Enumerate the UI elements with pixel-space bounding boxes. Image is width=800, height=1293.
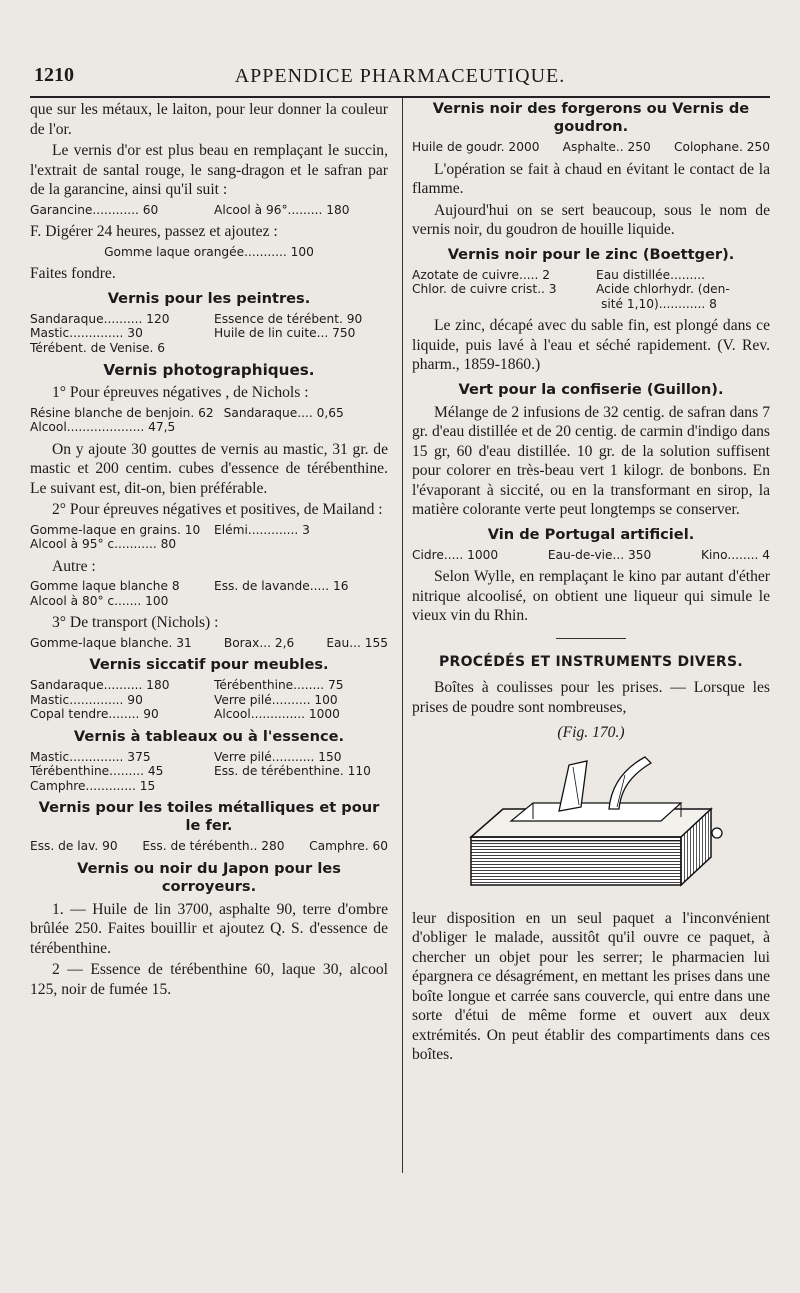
- ingredient: Alcool.................... 47,5: [30, 420, 176, 434]
- ingredient: Térébenthine........ 75: [214, 678, 344, 692]
- paragraph: Faites fondre.: [30, 265, 116, 282]
- ingredient: Kino........ 4: [701, 547, 770, 562]
- page-number: 1210: [34, 64, 74, 86]
- section-heading: Vernis noir des forgerons ou Vernis de goudron.: [432, 100, 750, 135]
- recipe: [30, 636, 388, 651]
- paragraph: F. Digérer 24 heures, passez et ajoutez :: [30, 223, 278, 240]
- ingredient: Alcool à 95° c........... 80: [30, 537, 177, 551]
- ingredient: Résine blanche de benjoin. 62: [30, 405, 214, 420]
- section-heading: Vernis à tableaux ou à l'essence.: [73, 727, 345, 745]
- ingredient: Sandaraque.......... 120: [30, 311, 170, 326]
- figure-label: (Fig. 170.): [557, 724, 625, 741]
- recipe: [30, 312, 388, 356]
- ingredient: Ess. de lav. 90: [30, 839, 118, 853]
- recipe: [30, 750, 388, 794]
- ingredient: Alcool à 96°......... 180: [214, 202, 350, 217]
- section-heading: Vert pour la confiserie (Guillon).: [458, 380, 724, 398]
- section-heading: Vin de Portugal artificiel.: [487, 525, 695, 543]
- ingredient: sité 1,10)............ 8: [601, 296, 717, 311]
- ingredient: Acide chlorhydr. (den-: [596, 282, 730, 296]
- ingredient: Alcool à 80° c....... 100: [30, 593, 169, 608]
- ingredient: Huile de lin cuite... 750: [214, 326, 356, 340]
- ingredient: Chlor. de cuivre crist.. 3: [412, 282, 557, 296]
- running-head: APPENDICE PHARMACEUTIQUE.: [234, 65, 566, 87]
- section-heading: Vernis siccatif pour meubles.: [89, 656, 329, 673]
- paragraph: Selon Wylle, en remplaçant le kino par autant d'éther nitrique alcoolisé, on obtient une liqueur qui simule le vieux vin du Rhin.: [412, 568, 770, 624]
- paragraph: Boîtes à coulisses pour les prises. — Lorsque les prises de poudre sont nombreuses,: [412, 679, 770, 716]
- ingredient: Colophane. 250: [674, 140, 770, 154]
- ingredient: Huile de goudr. 2000: [412, 140, 540, 154]
- recipe: [30, 245, 388, 260]
- column-divider: [402, 98, 403, 1173]
- paragraph: 1° Pour épreuves négatives , de Nichols :: [52, 384, 309, 401]
- recipe: [30, 579, 388, 608]
- paragraph: Mélange de 2 infusions de 32 centig. de safran dans 7 gr. d'eau distillée et de 20 centig. de carmin d'indigo dans 15 gr, 60 d'eau distillée. 10 gr. de la solution suffisent pour colorer en très-beau vert 1 kilogr. de bonbons. En l'évaporant à siccité, ou en la transformant en sirop, la matière colorante verte peut longtemps se conserver.: [412, 403, 770, 518]
- paragraph: On y ajoute 30 gouttes de vernis au mastic, 31 gr. de mastic et 200 centim. cubes d'essence de térébenthine. Le suivant est, dit-on, bien préférable.: [30, 440, 388, 497]
- paragraph: Autre :: [52, 557, 96, 575]
- ingredient: Sandaraque.......... 180: [30, 678, 170, 692]
- right-column: [412, 100, 770, 1067]
- ingredient: Térébenthine......... 45: [30, 764, 164, 778]
- paragraph: L'opération se fait à chaud en évitant le contact de la flamme.: [412, 160, 770, 197]
- recipe: [30, 839, 388, 854]
- paragraph: 2° Pour épreuves négatives et positives, de Mailand :: [52, 501, 383, 518]
- section-heading: Vernis ou noir du Japon pour les corroyeurs.: [77, 859, 341, 895]
- paragraph: 3° De transport (Nichols) :: [52, 614, 219, 631]
- ingredient: Cidre..... 1000: [412, 547, 499, 562]
- ingredient: Gomme-laque blanche. 31: [30, 635, 192, 650]
- paragraph: Le zinc, décapé avec du sable fin, est plongé dans ce liquide, puis lavé à l'eau et séché rapidement. (V. Rev. pharm., 1859-1860.): [412, 317, 770, 373]
- ingredient: Verre pilé........... 150: [214, 749, 342, 764]
- paragraph: Aujourd'hui on se sert beaucoup, sous le nom de vernis noir, du goudron de houille liquide.: [412, 201, 770, 238]
- section-heading: Vernis pour les toiles métalliques et pour le fer.: [38, 799, 380, 834]
- recipe: [412, 548, 770, 563]
- recipe: [412, 268, 770, 312]
- ingredient: Eau distillée.........: [596, 267, 706, 282]
- recipe: [412, 140, 770, 155]
- ingredient: Gomme-laque en grains. 10: [30, 522, 201, 537]
- ingredient: Eau-de-vie... 350: [547, 547, 652, 562]
- paragraph: leur disposition en un seul paquet a l'inconvénient d'obliger le malade, aussitôt qu'il ouvre ce paquet, à chercher un objet pour les serrer; le pharmacien lui épargnera ce désagrément, en mettant les prises dans une boîte longue et carrée sans couvercle, qui entre dans une sorte d'étui de même forme et ouvert aux deux extrémités. On peut établir des compartiments dans ces boîtes.: [412, 909, 770, 1063]
- ingredient: Copal tendre........ 90: [30, 707, 159, 721]
- paragraph: Le vernis d'or est plus beau en remplaçant le succin, l'extrait de santal rouge, le sang-dragon et le safran par de la garancine, ainsi qu'il suit :: [30, 142, 388, 198]
- ingredient: Mastic.............. 90: [30, 692, 143, 707]
- ingredient: Mastic.............. 30: [30, 326, 143, 340]
- ingredient: Camphre............. 15: [30, 778, 156, 793]
- page-header: [30, 60, 770, 98]
- section-heading: Vernis pour les peintres.: [107, 289, 311, 307]
- ingredient: Verre pilé.......... 100: [214, 692, 338, 707]
- recipe: [30, 406, 388, 435]
- ingredient: Ess. de térébenth.. 280: [142, 839, 285, 853]
- paragraph: 2 — Essence de térébenthine 60, laque 30, alcool 125, noir de fumée 15.: [30, 961, 388, 998]
- ingredient: Ess. de lavande..... 16: [214, 579, 349, 593]
- section-divider: [556, 638, 626, 639]
- recipe: [30, 678, 388, 722]
- section-heading: Vernis noir pour le zinc (Boettger).: [447, 245, 735, 263]
- ingredient: Camphre. 60: [309, 839, 388, 853]
- ingredient: Elémi............. 3: [214, 522, 310, 537]
- ingredient: Ess. de térébenthine. 110: [214, 764, 371, 778]
- ingredient: Borax... 2,6: [223, 635, 295, 650]
- recipe: [30, 523, 388, 552]
- paragraph: que sur les métaux, le laiton, pour leur donner la couleur de l'or.: [30, 101, 388, 138]
- ingredient: Mastic.............. 375: [30, 749, 151, 764]
- ingredient: Gomme laque blanche 8: [30, 579, 180, 593]
- ingredient: Azotate de cuivre..... 2: [412, 267, 550, 282]
- ingredient: Gomme laque orangée........... 100: [104, 244, 314, 259]
- section-heading: Vernis photographiques.: [103, 361, 315, 379]
- ingredient: Asphalte.. 250: [562, 140, 651, 154]
- ingredient: Térébent. de Venise. 6: [30, 340, 166, 355]
- recipe: [30, 203, 388, 218]
- ingredient: Garancine............ 60: [30, 202, 159, 217]
- paragraph: 1. — Huile de lin 3700, asphalte 90, terre d'ombre brûlée 250. Faites bouillir et ajoutez Q. S. d'essence de térébenthine.: [30, 900, 388, 957]
- ingredient: Alcool.............. 1000: [214, 707, 340, 721]
- sliding-box-illustration: [441, 747, 741, 897]
- ingredient: Eau... 155: [326, 635, 388, 650]
- ingredient: Sandaraque.... 0,65: [223, 405, 344, 420]
- chapter-heading: PROCÉDÉS ET INSTRUMENTS DIVERS.: [438, 653, 744, 670]
- ingredient: Essence de térébent. 90: [214, 311, 363, 326]
- left-column: [30, 100, 388, 1001]
